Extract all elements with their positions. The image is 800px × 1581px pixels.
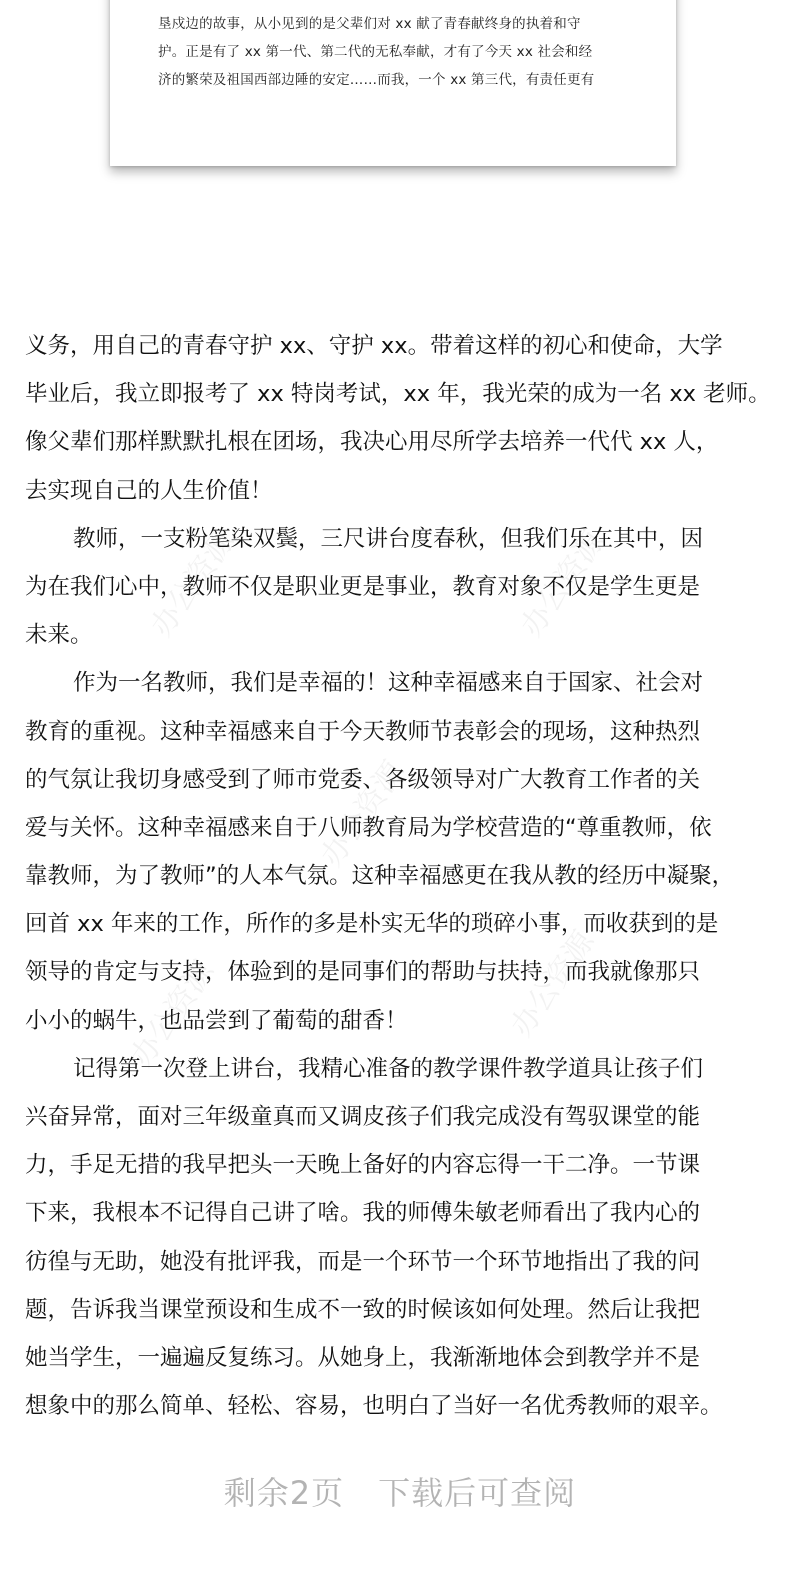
body-line: 想象中的那么简单、轻松、容易，也明白了当好一名优秀教师的艰辛。 bbox=[25, 1393, 723, 1420]
preview-line: 济的繁荣及祖国西部边陲的安定……而我，一个 xx 第三代，有责任更有 bbox=[158, 72, 595, 88]
body-line: 义务，用自己的青春守护 xx、守护 xx。带着这样的初心和使命，大学 bbox=[25, 333, 723, 359]
preview-text bbox=[158, 10, 648, 94]
body-line: 下来，我根本不记得自己讲了啥。我的师傅朱敏老师看出了我内心的 bbox=[25, 1200, 701, 1227]
body-line: 兴奋异常，面对三年级童真而又调皮孩子们我完成没有驾驭课堂的能 bbox=[25, 1104, 701, 1130]
body-line: 靠教师，为了教师”的人本气氛。这种幸福感更在我从教的经历中凝聚， bbox=[25, 863, 735, 890]
remaining-pages-label: 剩余2页 bbox=[223, 1474, 345, 1512]
body-line: 记得第一次登上讲台，我精心准备的教学课件教学道具让孩子们 bbox=[73, 1055, 704, 1082]
body-line: 教育的重视。这种幸福感来自于今天教师节表彰会的现场，这种热烈 bbox=[25, 718, 701, 745]
body-line: 领导的肯定与支持，体验到的是同事们的帮助与扶持，而我就像那只 bbox=[25, 959, 701, 986]
body-line: 毕业后，我立即报考了 xx 特岗考试，xx 年，我光荣的成为一名 xx 老师。 bbox=[25, 381, 771, 408]
watermark-mark: 办公资源 bbox=[504, 924, 602, 1044]
body-line: 未来。 bbox=[25, 622, 93, 649]
body-line: 爱与关怀。这种幸福感来自于八师教育局为学校营造的“尊重教师，依 bbox=[25, 814, 712, 841]
body-line: 去实现自己的人生价值！ bbox=[25, 477, 273, 504]
watermark-mark: 办公资源 bbox=[124, 954, 222, 1074]
body-line: 她当学生，一遍遍反复练习。从她身上，我渐渐地体会到教学并不是 bbox=[25, 1344, 701, 1371]
body-line: 题，告诉我当课堂预设和生成不一致的时候该如何处理。然后让我把 bbox=[25, 1296, 701, 1323]
watermark-mark: 办公资源 bbox=[314, 754, 412, 874]
preview-line: 护。正是有了 xx 第一代、第二代的无私奉献，才有了今天 xx 社会和经 bbox=[158, 44, 593, 60]
body-line: 彷徨与无助，她没有批评我，而是一个环节一个环节地指出了我的问 bbox=[25, 1248, 701, 1275]
watermark-mark: 办公资源 bbox=[514, 524, 612, 644]
body-line: 教师，一支粉笔染双鬓，三尺讲台度春秋，但我们乐在其中，因 bbox=[73, 525, 704, 552]
body-line: 作为一名教师，我们是幸福的！这种幸福感来自于国家、社会对 bbox=[73, 670, 704, 697]
body-line: 力，手足无措的我早把头一天晚上备好的内容忘得一干二净。一节课 bbox=[25, 1152, 701, 1179]
download-to-view-label[interactable]: 下载后可查阅 bbox=[378, 1474, 577, 1512]
body-line: 回首 xx 年来的工作，所作的多是朴实无华的琐碎小事，而收获到的是 bbox=[25, 911, 719, 938]
remaining-pages-banner[interactable] bbox=[0, 1468, 800, 1514]
body-line: 小小的蜗牛，也品尝到了葡萄的甜香！ bbox=[25, 1007, 408, 1034]
body-line: 的气氛让我切身感受到了师市党委、各级领导对广大教育工作者的关 bbox=[25, 766, 701, 793]
watermark-mark: 办公资源 bbox=[144, 524, 242, 644]
document-body bbox=[25, 322, 777, 1430]
body-line: 像父辈们那样默默扎根在团场，我决心用尽所学去培养一代代 xx 人， bbox=[25, 429, 719, 456]
body-line: 为在我们心中，教师不仅是职业更是事业，教育对象不仅是学生更是 bbox=[25, 573, 701, 600]
document-preview-card bbox=[110, 0, 676, 166]
preview-line: 垦戍边的故事，从小见到的是父辈们对 xx 献了青春献终身的执着和守 bbox=[158, 16, 581, 32]
